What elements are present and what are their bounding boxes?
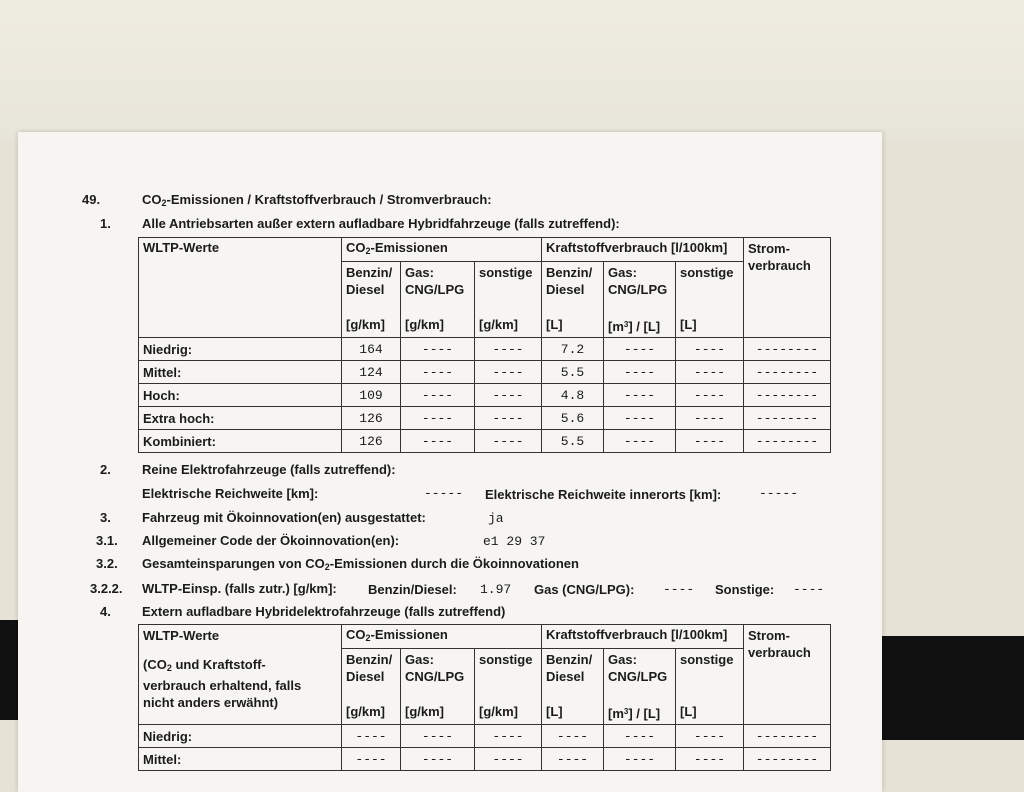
table-cell: 126 bbox=[342, 407, 401, 430]
wltp-table-1 bbox=[138, 237, 831, 453]
co2-header: $CO_2$-Emissionen bbox=[342, 238, 542, 262]
table-row bbox=[139, 748, 831, 771]
table-cell: -------- bbox=[744, 407, 831, 430]
table-cell: ---- bbox=[604, 361, 676, 384]
table-cell: -------- bbox=[744, 338, 831, 361]
gas-label: Gas (CNG/LPG): bbox=[534, 582, 635, 597]
table-cell: 164 bbox=[342, 338, 401, 361]
strom-header-2: Strom- verbrauch bbox=[744, 625, 831, 725]
table-cell: ---- bbox=[676, 407, 744, 430]
background-dark-strip-right bbox=[880, 636, 1024, 740]
item1-number: 1. bbox=[100, 216, 111, 231]
city-range-label: Elektrische Reichweite innerorts [km]: bbox=[485, 487, 722, 502]
table-cell: ---- bbox=[475, 430, 542, 453]
table-cell: ---- bbox=[676, 748, 744, 771]
section-number: 49. bbox=[82, 192, 101, 207]
row-label: Kombiniert: bbox=[139, 430, 342, 453]
range-value: ----- bbox=[424, 486, 464, 501]
table-row bbox=[139, 430, 831, 453]
table-cell: 5.5 bbox=[542, 430, 604, 453]
table-cell: ---- bbox=[604, 430, 676, 453]
table-cell: ---- bbox=[542, 748, 604, 771]
table-cell: 5.5 bbox=[542, 361, 604, 384]
table-cell: -------- bbox=[744, 725, 831, 748]
table-cell: ---- bbox=[475, 338, 542, 361]
col-gas-2: Gas: CNG/LPG [g/km] bbox=[401, 649, 475, 725]
background-dark-strip-left bbox=[0, 620, 20, 720]
item4-text: Extern aufladbare Hybridelektrofahrzeuge (falls zutreffend) bbox=[142, 604, 506, 619]
document-sheet bbox=[18, 132, 882, 792]
table-cell: 7.2 bbox=[542, 338, 604, 361]
table-cell: -------- bbox=[744, 748, 831, 771]
table-cell: ---- bbox=[401, 407, 475, 430]
table-cell: 5.6 bbox=[542, 407, 604, 430]
table-cell: ---- bbox=[342, 725, 401, 748]
item32-number: 3.2. bbox=[96, 556, 118, 571]
table-cell: ---- bbox=[475, 407, 542, 430]
table-cell: ---- bbox=[604, 407, 676, 430]
item3-text: Fahrzeug mit Ökoinnovation(en) ausgestattet: bbox=[142, 510, 426, 525]
table-cell: ---- bbox=[401, 384, 475, 407]
item2-number: 2. bbox=[100, 462, 111, 477]
item322-number: 3.2.2. bbox=[90, 581, 123, 596]
col-fuel-benzin-2: Benzin/ Diesel [L] bbox=[542, 649, 604, 725]
sonstige-value: ---- bbox=[793, 582, 825, 597]
col-benzin: Benzin/ Diesel [g/km] bbox=[342, 262, 401, 338]
item322-label: WLTP-Einsp. (falls zutr.) [g/km]: bbox=[142, 581, 337, 596]
col-sonstige-2: sonstige [g/km] bbox=[475, 649, 542, 725]
co2-header-2: $CO_2$-Emissionen bbox=[342, 625, 542, 649]
table-cell: -------- bbox=[744, 384, 831, 407]
table-cell: 126 bbox=[342, 430, 401, 453]
table-cell: ---- bbox=[475, 361, 542, 384]
table-cell: ---- bbox=[604, 748, 676, 771]
table-row bbox=[139, 407, 831, 430]
row-label: Niedrig: bbox=[139, 338, 342, 361]
table-cell: ---- bbox=[475, 748, 542, 771]
table-cell: ---- bbox=[676, 338, 744, 361]
gas-value: ---- bbox=[663, 582, 695, 597]
col-fuel-sonstige-2: sonstige [L] bbox=[676, 649, 744, 725]
item4-number: 4. bbox=[100, 604, 111, 619]
col-fuel-sonstige: sonstige [L] bbox=[676, 262, 744, 338]
section-title: $CO_2$-Emissionen / Kraftstoffverbrauch / Stromverbrauch: bbox=[142, 192, 492, 208]
city-range-value: ----- bbox=[759, 486, 799, 501]
col-gas: Gas: CNG/LPG [g/km] bbox=[401, 262, 475, 338]
benzin-value: 1.97 bbox=[480, 582, 512, 597]
fuel-header: Kraftstoffverbrauch [l/100km] bbox=[542, 238, 744, 262]
table-cell: ---- bbox=[401, 725, 475, 748]
sonstige-label: Sonstige: bbox=[715, 582, 775, 597]
row-label: Mittel: bbox=[139, 361, 342, 384]
table-cell: ---- bbox=[676, 361, 744, 384]
table-cell: ---- bbox=[676, 725, 744, 748]
table-cell: -------- bbox=[744, 430, 831, 453]
benzin-label: Benzin/Diesel: bbox=[368, 582, 457, 597]
table-cell: ---- bbox=[676, 430, 744, 453]
item2-text: Reine Elektrofahrzeuge (falls zutreffend): bbox=[142, 462, 396, 477]
row-label: Hoch: bbox=[139, 384, 342, 407]
table-cell: ---- bbox=[542, 725, 604, 748]
range-label: Elektrische Reichweite [km]: bbox=[142, 486, 319, 501]
corner-label-2: WLTP-Werte ($CO_2$ und Kraftstoff- verbrauch erhaltend, falls nicht anders erwähnt) bbox=[139, 625, 342, 725]
background-wall bbox=[0, 0, 1024, 140]
col-benzin-2: Benzin/ Diesel [g/km] bbox=[342, 649, 401, 725]
item31-number: 3.1. bbox=[96, 533, 118, 548]
item31-text: Allgemeiner Code der Ökoinnovation(en): bbox=[142, 533, 400, 548]
table-cell: 109 bbox=[342, 384, 401, 407]
row-label: Niedrig: bbox=[139, 725, 342, 748]
table-cell: ---- bbox=[342, 748, 401, 771]
strom-header: Strom- verbrauch bbox=[744, 238, 831, 338]
table-cell: ---- bbox=[401, 430, 475, 453]
item32-text: Gesamteinsparungen von $CO_2$-Emissionen durch die Ökoinnovationen bbox=[142, 556, 579, 572]
table-cell: -------- bbox=[744, 361, 831, 384]
table-row bbox=[139, 338, 831, 361]
col-fuel-gas-2: Gas: CNG/LPG $[m^3] / [L]$ bbox=[604, 649, 676, 725]
corner-label: WLTP-Werte bbox=[139, 238, 342, 338]
eco-code-value: e1 29 37 bbox=[483, 534, 546, 549]
fuel-header-2: Kraftstoffverbrauch [l/100km] bbox=[542, 625, 744, 649]
item3-number: 3. bbox=[100, 510, 111, 525]
item1-text: Alle Antriebsarten außer extern aufladbare Hybridfahrzeuge (falls zutreffend): bbox=[142, 216, 620, 231]
table-cell: ---- bbox=[604, 725, 676, 748]
table-row bbox=[139, 361, 831, 384]
wltp-table-2 bbox=[138, 624, 831, 771]
row-label: Extra hoch: bbox=[139, 407, 342, 430]
col-fuel-benzin: Benzin/ Diesel [L] bbox=[542, 262, 604, 338]
table-cell: 124 bbox=[342, 361, 401, 384]
table-cell: ---- bbox=[475, 384, 542, 407]
table-cell: ---- bbox=[604, 384, 676, 407]
table-cell: ---- bbox=[401, 748, 475, 771]
row-label: Mittel: bbox=[139, 748, 342, 771]
col-sonstige: sonstige [g/km] bbox=[475, 262, 542, 338]
table-cell: ---- bbox=[401, 361, 475, 384]
table-cell: ---- bbox=[676, 384, 744, 407]
eco-innovation-value: ja bbox=[488, 511, 504, 526]
table-cell: ---- bbox=[475, 725, 542, 748]
table-cell: ---- bbox=[604, 338, 676, 361]
table-cell: 4.8 bbox=[542, 384, 604, 407]
table-cell: ---- bbox=[401, 338, 475, 361]
col-fuel-gas: Gas: CNG/LPG $[m^3] / [L]$ bbox=[604, 262, 676, 338]
table-row bbox=[139, 384, 831, 407]
table-row bbox=[139, 725, 831, 748]
